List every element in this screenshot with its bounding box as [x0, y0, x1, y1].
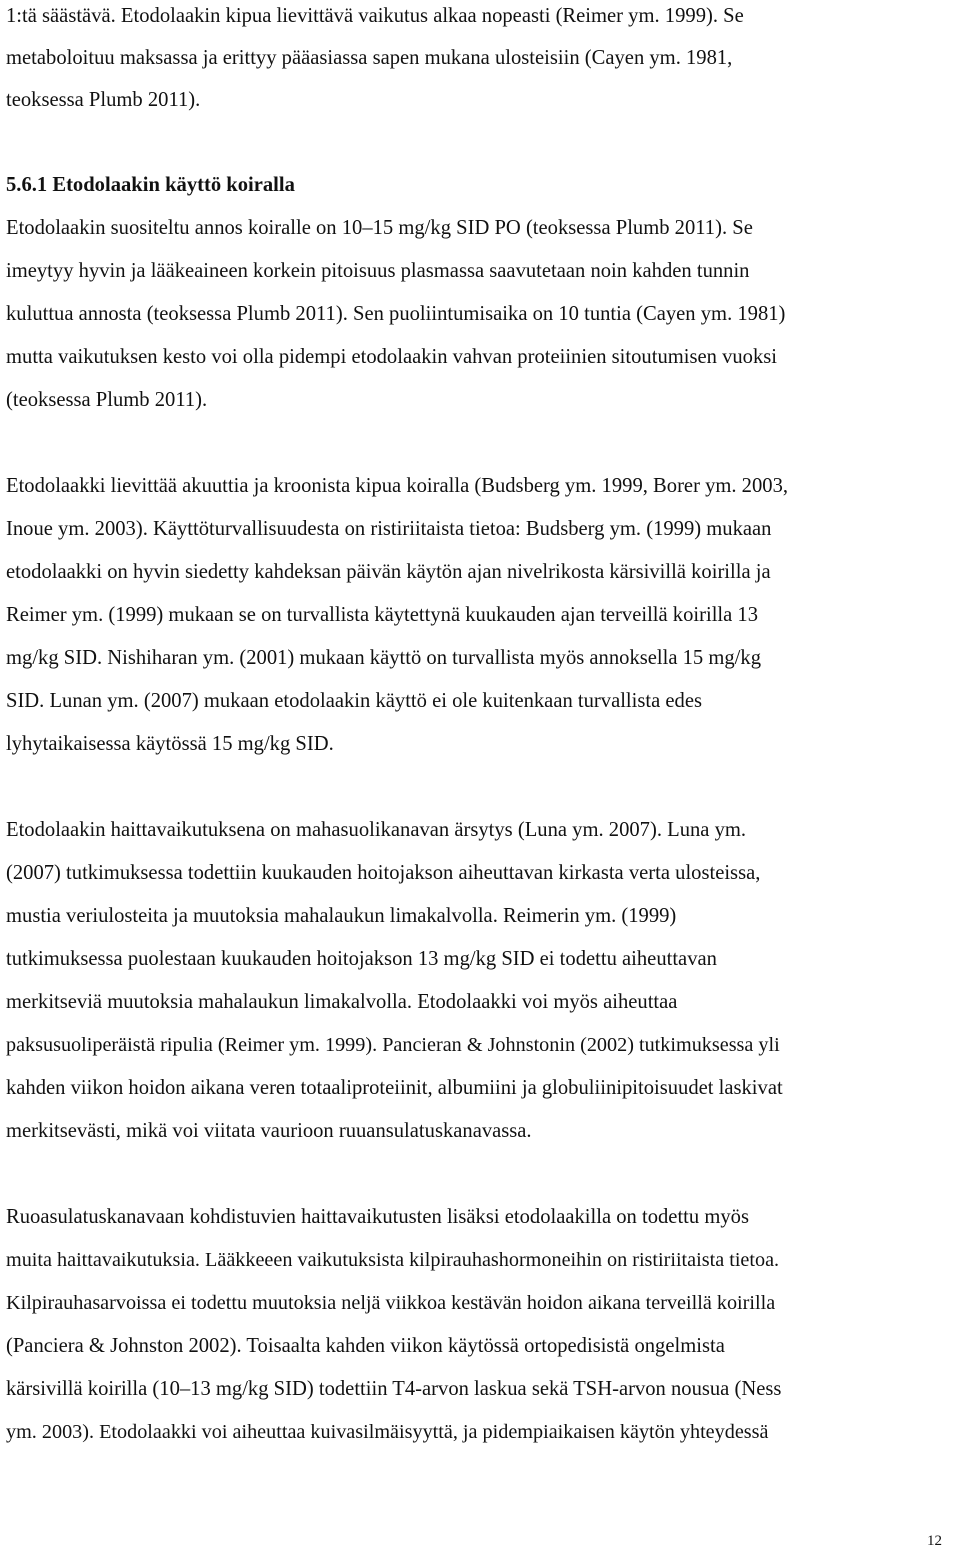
page-number: 12: [927, 1533, 942, 1549]
text-line: Reimer ym. (1999) mukaan se on turvallista käytettynä kuukauden ajan terveillä koirilla 13: [6, 604, 759, 626]
text-line: mustia veriulosteita ja muutoksia mahalaukun limakalvolla. Reimerin ym. (1999): [6, 905, 677, 927]
text-line: Inoue ym. 2003). Käyttöturvallisuudesta on ristiriitaista tietoa: Budsberg ym. (1999) mukaan: [6, 518, 772, 540]
text-line: muita haittavaikutuksia. Lääkkeeen vaikutuksista kilpirauhashormoneihin on ristiriitaista tietoa.: [6, 1249, 780, 1271]
text-line: Etodolaakin haittavaikutuksena on mahasuolikanavan ärsytys (Luna ym. 2007). Luna ym.: [6, 819, 747, 841]
text-line: (2007) tutkimuksessa todettiin kuukauden hoitojakson aiheuttavan kirkasta verta ulosteissa,: [6, 862, 761, 884]
text-line: Etodolaakin suositeltu annos koiralle on 10–15 mg/kg SID PO (teoksessa Plumb 2011). Se: [6, 217, 753, 239]
text-line: mg/kg SID. Nishiharan ym. (2001) mukaan käyttö on turvallista myös annoksella 15 mg/kg: [6, 647, 762, 669]
text-line: metaboloituu maksassa ja erittyy pääasiassa sapen mukana ulosteisiin (Cayen ym. 1981,: [6, 47, 733, 69]
text-line: Ruoasulatuskanavaan kohdistuvien haittavaikutusten lisäksi etodolaakilla on todettu myös: [6, 1206, 749, 1228]
text-line: merkitseviä muutoksia mahalaukun limakalvolla. Etodolaakki voi myös aiheuttaa: [6, 991, 678, 1013]
text-line: merkitsevästi, mikä voi viitata vaurioon ruuansulatuskanavassa.: [6, 1120, 532, 1142]
text-line: Kilpirauhasarvoissa ei todettu muutoksia neljä viikkoa kestävän hoidon aikana terveillä koirilla: [6, 1292, 776, 1314]
text-line: mutta vaikutuksen kesto voi olla pidempi etodolaakin vahvan proteiinien sitoutumisen vuoksi: [6, 346, 777, 368]
text-line: ym. 2003). Etodolaakki voi aiheuttaa kuivasilmäisyyttä, ja pidempiaikaisen käytön yhteydessä: [6, 1421, 769, 1443]
text-line: teoksessa Plumb 2011).: [6, 89, 201, 111]
text-line: imeytyy hyvin ja lääkeaineen korkein pitoisuus plasmassa saavutetaan noin kahden tunnin: [6, 260, 750, 282]
text-line: (teoksessa Plumb 2011).: [6, 389, 208, 411]
section-heading: 5.6.1 Etodolaakin käyttö koiralla: [6, 174, 295, 196]
text-line: paksusuoliperäistä ripulia (Reimer ym. 1999). Pancieran & Johnstonin (2002) tutkimuksessa yli: [6, 1034, 780, 1056]
text-line: kärsivillä koirilla (10–13 mg/kg SID) todettiin T4-arvon laskua sekä TSH-arvon nousua (Ness: [6, 1378, 782, 1400]
text-line: tutkimuksessa puolestaan kuukauden hoitojakson 13 mg/kg SID ei todettu aiheuttavan: [6, 948, 717, 970]
text-line: SID. Lunan ym. (2007) mukaan etodolaakin käyttö ei ole kuitenkaan turvallista edes: [6, 690, 702, 712]
text-line: 1:tä säästävä. Etodolaakin kipua lievittävä vaikutus alkaa nopeasti (Reimer ym. 1999). Se: [6, 5, 744, 27]
text-line: (Panciera & Johnston 2002). Toisaalta kahden viikon käytössä ortopedisistä ongelmista: [6, 1335, 725, 1357]
text-line: kuluttua annosta (teoksessa Plumb 2011). Sen puoliintumisaika on 10 tuntia (Cayen ym. 1981): [6, 303, 786, 325]
text-line: kahden viikon hoidon aikana veren totaaliproteiinit, albumiini ja globuliinipitoisuudet laskivat: [6, 1077, 783, 1099]
text-line: etodolaakki on hyvin siedetty kahdeksan päivän käytön ajan nivelrikosta kärsivillä koirilla ja: [6, 561, 771, 583]
text-line: Etodolaakki lievittää akuuttia ja kroonista kipua koiralla (Budsberg ym. 1999, Borer ym. 2003,: [6, 475, 789, 497]
text-line: lyhytaikaisessa käytössä 15 mg/kg SID.: [6, 733, 334, 755]
